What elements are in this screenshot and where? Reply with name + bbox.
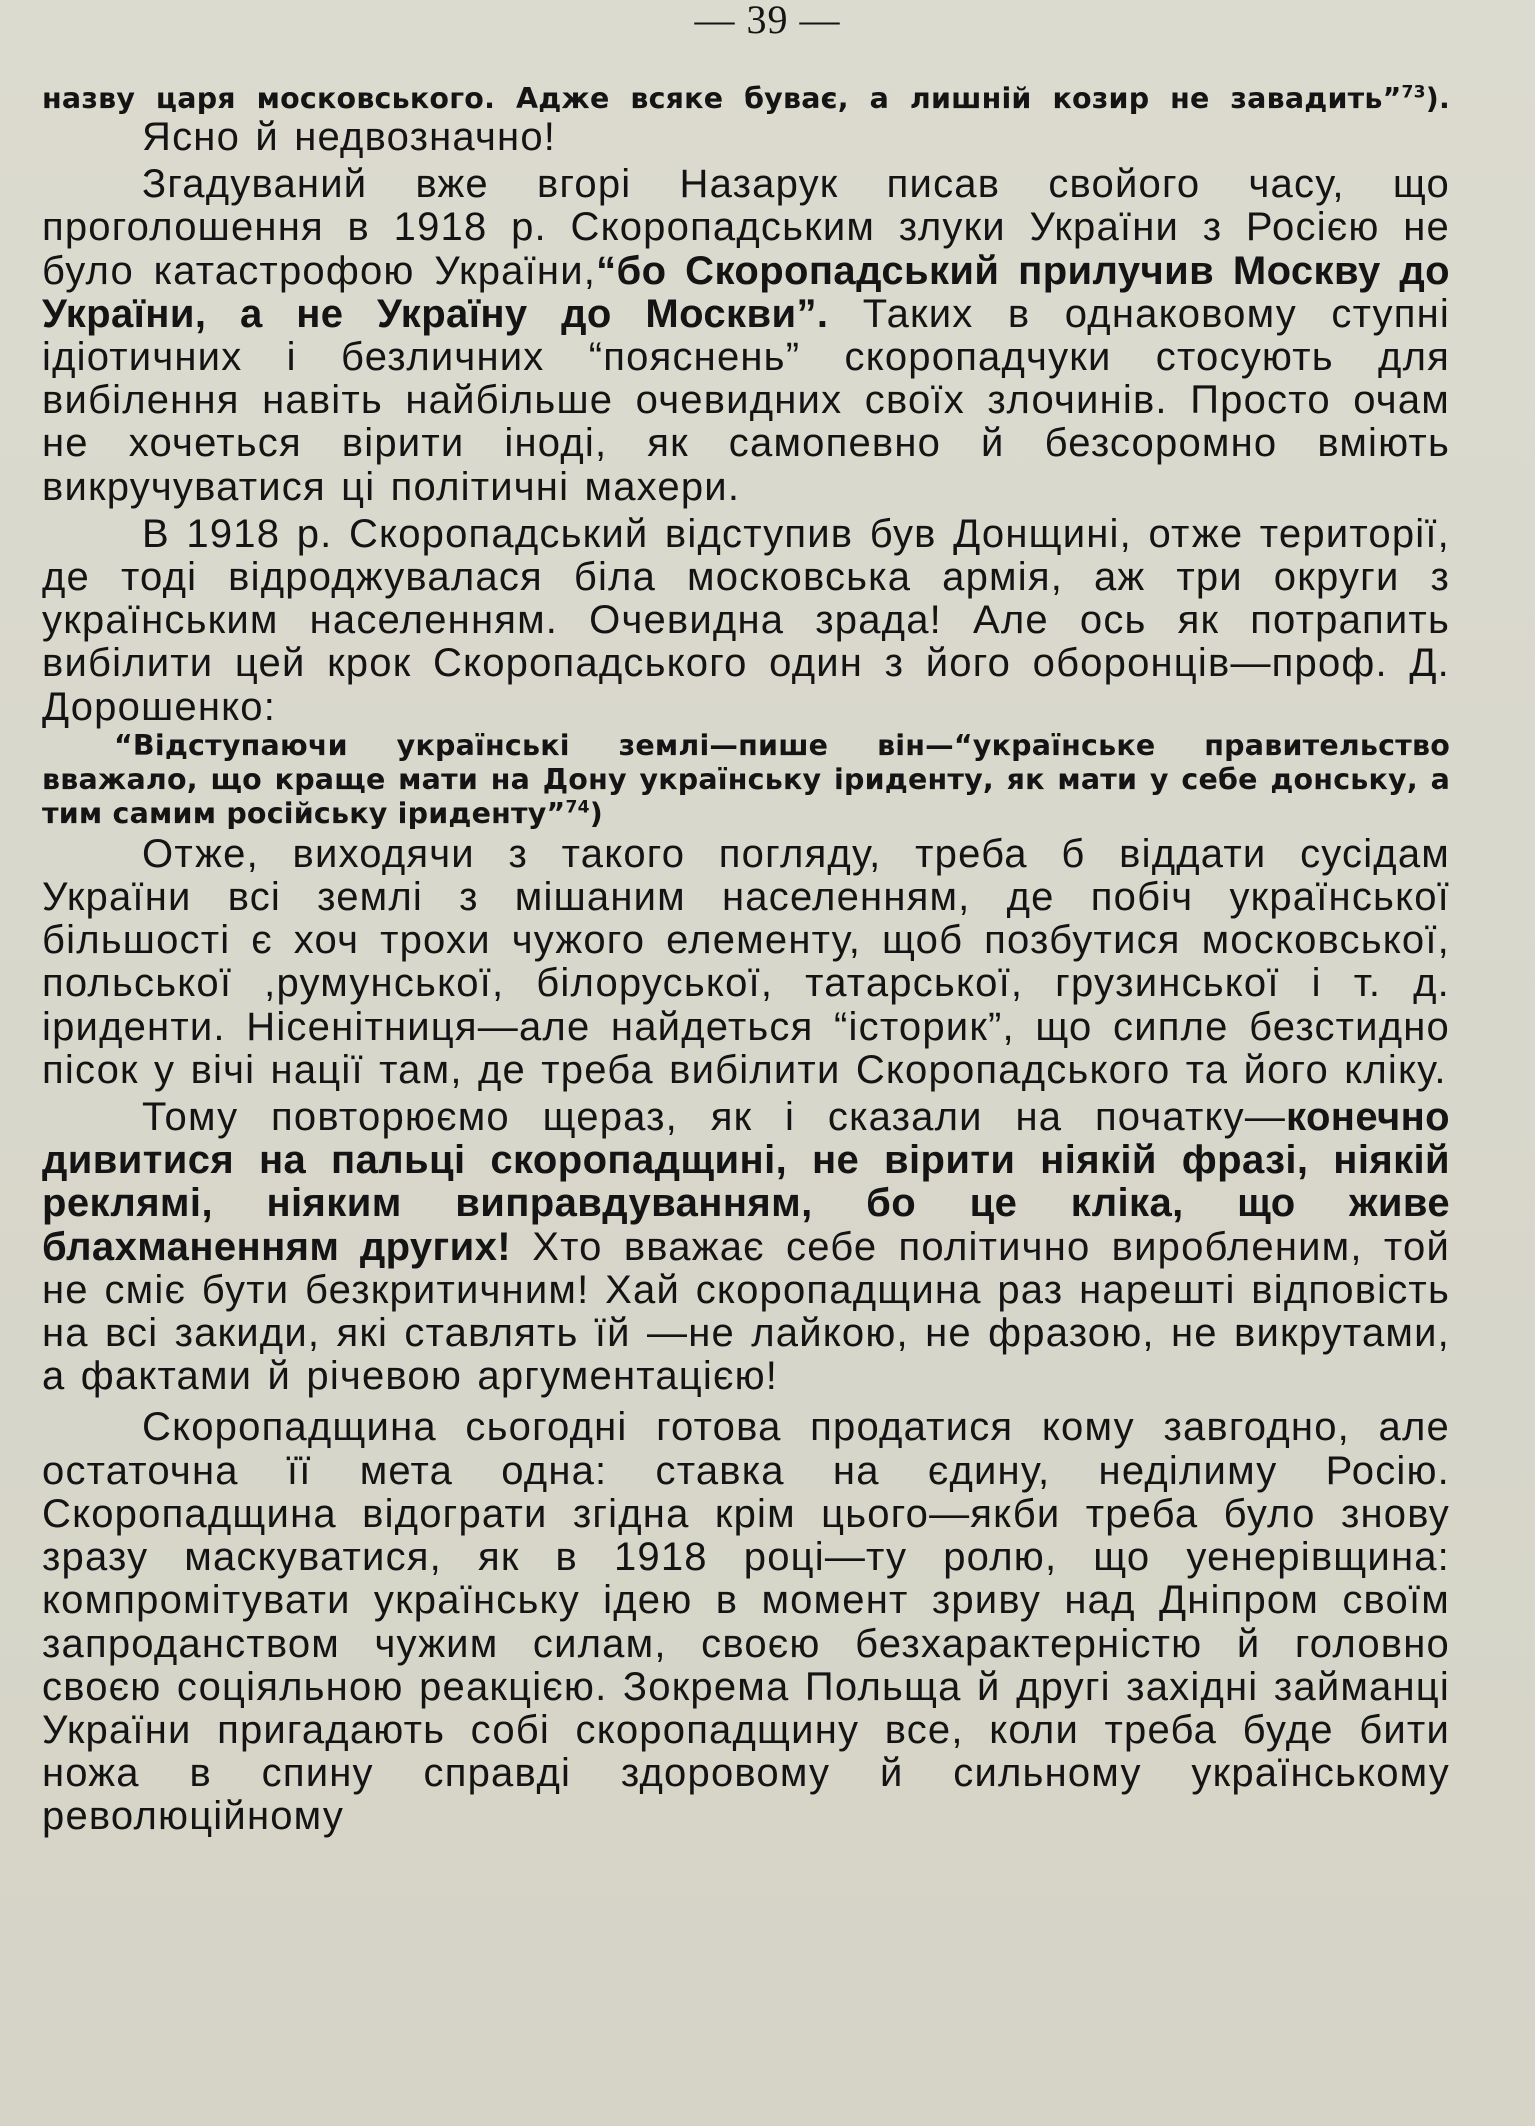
- paragraph-7: [42, 1096, 1450, 1398]
- text-run: ): [589, 796, 603, 830]
- text-run: В 1918 р. Скоропадський відступив був Донщині, отже території, де тоді відроджувалася біла московська армія, аж три округи з українським населенням. Очевидна зрада! Але ось як потрапить вибілити цей крок Скоропадського один з його оборонців—проф. Д. Дорошенко:: [42, 511, 1450, 729]
- paragraph-3: [42, 163, 1450, 509]
- text-run: Скоропадщина сьогодні готова продатися кому завгодно, але остаточна її мета одна: ставка на єдину, неділиму Росію. Скоропадщина відограти згідна крім цього—якби треба було знову зразу маскуватися, як в 1918 році—ту ролю, що уенерівщина: компромітувати українську ідею в момент зриву над Дніпром своїм запроданством чужим силам, своєю безхарактерністю й головно своєю соціяльною реакцією. Зокрема Польща й другі західні займанці України пригадають собі скоропадщину все, коли треба буде бити ножа в спину справді здоровому й сильному українському революційному: [42, 1405, 1450, 1839]
- page-number: — 39 —: [694, 0, 841, 42]
- footnote-ref: 73: [1401, 82, 1426, 103]
- text-run: Таких в однаковому ступні ідіотичних і безличних “пояснень” скоропадчуки стосують для вибілення навіть найбільше очевидних своїх злочинів. Просто очам не хочеться вірити іноді, як самопевно й безсоромно вміють викручуватися ці політичні махери.: [42, 291, 1450, 509]
- text-run: ).: [1425, 82, 1450, 115]
- text-run: Хто вважає себе політично виробленим, той не сміє бути безкритичним! Хай скоропадщина раз нарешті відповість на всі закиди, які ставлять їй —не лайкою, не фразою, не викрутами, а фактами й річевою аргументацією!: [42, 1224, 1450, 1399]
- paragraph-8: [42, 1406, 1450, 1838]
- text-run: Згадуваний вже вгорі Назарук писав свойого часу, що проголошення в 1918 р. Скоропадським злуки України з Росією не було катастрофою України,: [42, 162, 1450, 293]
- paragraph-2: [42, 116, 1450, 159]
- page-text: [42, 82, 1450, 1839]
- text-run: Ясно й недвозначно!: [142, 115, 557, 159]
- text-run: назву царя московського. Адже всяке буває, а лишній козир не завадить”: [42, 82, 1402, 115]
- bold-emphasis: конечно дивитися на пальці скоропадщині, не вірити ніякій фразі, ніякій реклямі, ніяким виправдуванням, бо це кліка, що живе блахманенням других!: [42, 1095, 1450, 1269]
- paragraph-4: [42, 513, 1450, 729]
- text-run: Отже, виходячи з такого погляду, треба б віддати сусідам України всі землі з мішаним населенням, де побіч української більшості є хоч трохи чужого елементу, щоб позбутися московської, польської ,румунської, білоруської, татарської, грузинської і т. д. іриденти. Нісенітниця—але найдеться “історик”, що сипле безстидно пісок у вічі нації там, де треба вибілити Скоропадського та його кліку.: [42, 831, 1450, 1092]
- bold-emphasis: “бо Скоропадський прилучив Москву до України, а не Україну до Москви”.: [42, 248, 1450, 336]
- text-run: “Відступаючи українські землі—пише він—“українське правительство вважало, що краще мати на Дону українську іриденту, як мати у себе донську, а тим самим російську іриденту”: [42, 728, 1450, 830]
- footnote-ref: 74: [565, 797, 590, 818]
- text-run: Тому повторюємо щераз, як і сказали на початку—: [142, 1095, 1287, 1140]
- paragraph-6: [42, 833, 1450, 1092]
- paragraph-5-quote: [42, 729, 1450, 831]
- paragraph-1: [42, 82, 1450, 116]
